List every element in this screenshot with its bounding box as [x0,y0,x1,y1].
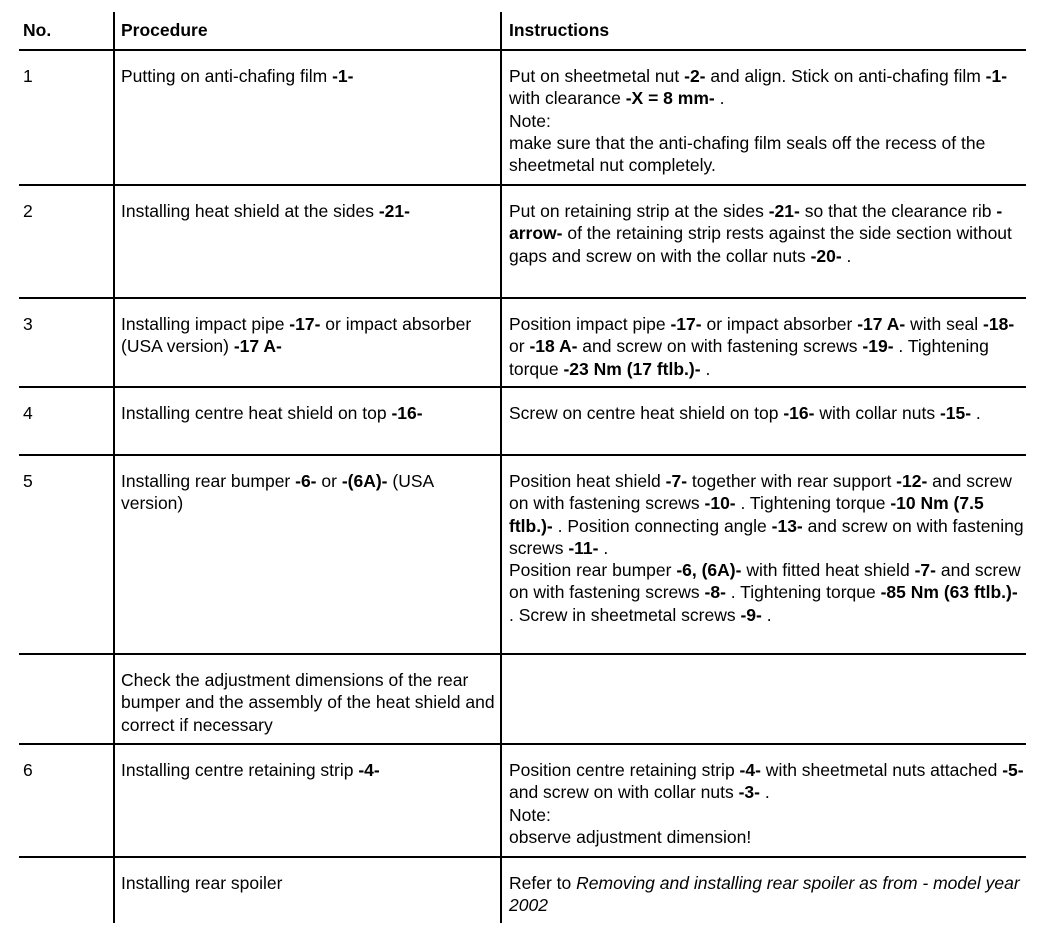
text-run: . Screw in sheetmetal screws [509,604,741,625]
bold-reference: -85 Nm (63 ftlb.)- [880,582,1018,603]
text-run: and screw on with fastening screws [577,336,863,357]
text-run: Screw on centre heat shield on top [509,403,784,423]
text-run: . [761,604,772,625]
bold-reference: -7- [914,560,936,581]
text-run: . Tightening torque [509,336,989,379]
instructions-cell [501,857,1026,923]
text-run: with clearance [509,88,626,109]
bold-reference: -19- [862,336,894,357]
table-row [19,455,1026,654]
bold-reference: -13- [771,515,803,536]
procedure-cell [114,387,501,455]
text-run: and screw on with fastening screws [509,515,1024,558]
text-run: and screw on with collar nuts [509,782,739,803]
text-run: . [598,537,609,558]
text-run: . [714,88,725,109]
instructions-cell [501,298,1026,387]
row-number: 5 [19,455,114,654]
header-procedure: Procedure [114,12,501,50]
text-run: . [971,403,981,423]
text-run: make sure that the anti-chafing film seals off the recess of the sheetmetal nut completely. [509,132,986,176]
bold-reference: -18- [983,314,1015,334]
bold-reference: -(6A)- [341,471,388,491]
bold-reference: -1- [332,66,354,86]
bold-reference: -11- [568,537,599,558]
text-run: together with rear support [687,471,897,491]
procedure-cell [114,744,501,857]
text-run: Installing rear bumper [121,471,296,491]
bold-reference: -17- [289,314,321,334]
instructions-cell [501,50,1026,185]
bold-reference: -5- [1002,760,1024,780]
bold-reference: -23 Nm (17 ftlb.)- [563,358,701,379]
table-header-row [19,12,1026,50]
text-run: Installing centre retaining strip [121,760,359,780]
instructions-cell [501,455,1026,654]
procedure-cell [114,654,501,744]
header-no: No. [19,12,114,50]
bold-reference: -6- [295,471,317,491]
text-run: with fitted heat shield [741,560,915,581]
procedure-cell [114,857,501,923]
text-run: or impact absorber (USA version) [121,314,472,357]
row-number: 6 [19,744,114,857]
row-number: 2 [19,185,114,298]
text-run: or [509,336,530,357]
bold-reference: -8- [704,582,726,603]
text-run: with collar nuts [814,403,940,423]
bold-reference: -7- [665,471,688,491]
bold-reference: -21- [378,201,410,221]
text-run: Installing heat shield at the sides [121,201,379,221]
text-run: Putting on anti-chafing film [121,66,333,86]
bold-reference: -17- [670,314,702,334]
text-run: Position rear bumper [509,560,677,581]
text-run: or impact absorber [701,314,858,334]
text-run: Note: [509,804,551,825]
text-run: Check the adjustment dimensions of the rear bumper and the assembly of the heat shield and correct if necessary [121,670,495,735]
table-row [19,744,1026,857]
bold-reference: -4- [739,760,761,780]
text-run: with sheetmetal nuts attached [760,760,1003,780]
text-run: Position centre retaining strip [509,760,740,780]
table-row [19,654,1026,744]
text-run: Position impact pipe [509,314,671,334]
italic-reference: Removing and installing rear spoiler as from - model year 2002 [509,873,1020,916]
text-run: Position heat shield [509,471,666,491]
text-run: . Tightening torque [735,493,891,514]
instructions-cell [501,654,1026,744]
text-run: (USA version) [121,471,434,514]
bold-reference: -X = 8 mm- [625,88,715,109]
table-row [19,857,1026,923]
text-run: and align. Stick on anti-chafing film [705,66,986,86]
table-row [19,185,1026,298]
bold-reference: -10- [704,493,736,514]
procedure-cell [114,185,501,298]
row-number [19,857,114,923]
text-run: observe adjustment dimension! [509,826,752,847]
text-run: or [316,471,342,491]
instructions-cell [501,387,1026,455]
bold-reference: -15- [939,403,972,423]
text-run: . Position connecting angle [552,515,772,536]
text-run: Put on retaining strip at the sides [509,201,769,221]
header-instructions: Instructions [501,12,1026,50]
text-run: Installing rear spoiler [121,873,283,893]
bold-reference: -10 Nm (7.5 ftlb.)- [509,493,984,536]
bold-reference: -9- [740,604,762,625]
bold-reference: -21- [768,201,800,221]
text-run: Put on sheetmetal nut [509,66,685,86]
bold-reference: -17 A- [857,314,906,334]
bold-reference: -12- [896,471,928,491]
row-number [19,654,114,744]
bold-reference: -16- [391,403,423,423]
procedure-table [19,12,1026,923]
bold-reference: -4- [358,760,380,780]
text-run: and screw on with fastening screws [509,560,1021,603]
table-row [19,298,1026,387]
bold-reference: -20- [810,245,842,266]
procedure-cell [114,298,501,387]
text-run: . Tightening torque [725,582,881,603]
text-run: . [700,358,711,379]
row-number: 3 [19,298,114,387]
text-run: with seal [905,314,984,334]
instructions-cell [501,185,1026,298]
bold-reference: -1- [985,66,1008,86]
text-run: Installing centre heat shield on top [121,403,392,423]
row-number: 1 [19,50,114,185]
text-run: of the retaining strip rests against the side section without gaps and screw on with the collar nuts [509,223,1012,266]
text-run: . [759,782,770,803]
procedure-cell [114,50,501,185]
bold-reference: -2- [684,66,706,86]
table-row [19,387,1026,455]
bold-reference: -16- [783,403,815,423]
instructions-cell [501,744,1026,857]
bold-reference: -18 A- [529,336,578,357]
text-run: Installing impact pipe [121,314,290,334]
text-run: Refer to [509,873,577,893]
text-run: and screw on with fastening screws [509,471,1012,514]
bold-reference: -3- [738,782,760,803]
text-run: so that the clearance rib [799,201,997,221]
bold-reference: -arrow- [509,201,1003,244]
text-run: Note: [509,110,551,131]
row-number: 4 [19,387,114,455]
bold-reference: -17 A- [233,336,282,357]
table-row [19,50,1026,185]
bold-reference: -6, (6A)- [676,560,742,581]
text-run: . [841,245,852,266]
procedure-cell [114,455,501,654]
